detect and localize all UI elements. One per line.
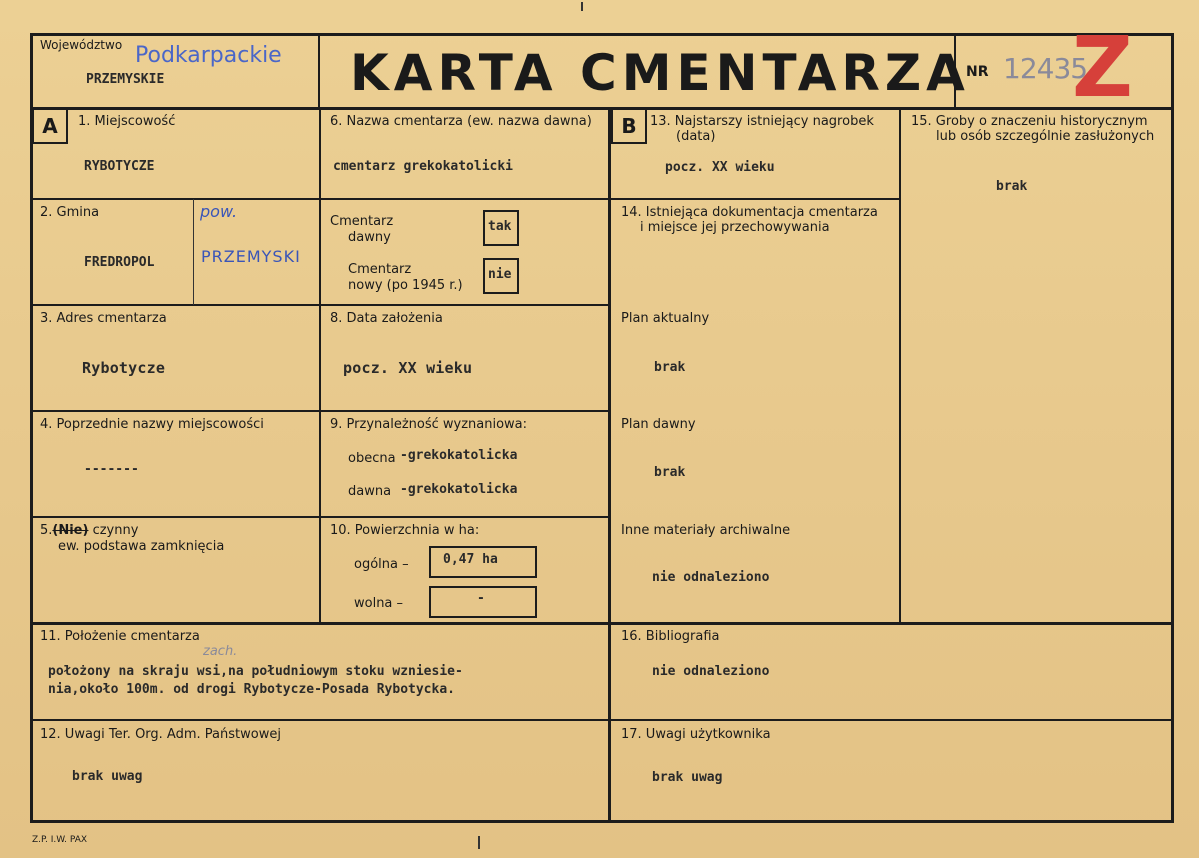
field-7-nowy-label-2: nowy (po 1945 r.) bbox=[348, 278, 463, 293]
nr-value: 12435 bbox=[1003, 52, 1088, 85]
field-11-line-1: położony na skraju wsi,na południowym stoku wzniesie- bbox=[48, 664, 463, 679]
field-11-line-2: nia,około 100m. od drogi Rybotycze-Posada Rybotycka. bbox=[48, 682, 455, 697]
plan-aktualny-label: Plan aktualny bbox=[621, 311, 710, 326]
field-3-value: Rybotycze bbox=[82, 359, 166, 377]
field-15-label-2: lub osób szczególnie zasłużonych bbox=[936, 129, 1155, 144]
field-5-prefix: 5. bbox=[40, 523, 53, 538]
field-10-ogolna-value: 0,47 ha bbox=[443, 552, 498, 567]
card-title: KARTA CMENTARZA bbox=[350, 44, 970, 102]
field-7-dawny-value: tak bbox=[488, 219, 512, 234]
row-line-a2 bbox=[30, 304, 321, 306]
field-9-dawna-value: -grekokatolicka bbox=[400, 482, 518, 497]
wojewodztwo-old: PRZEMYSKIE bbox=[86, 72, 165, 87]
field-5-rest: czynny bbox=[88, 523, 139, 538]
field-4-label: 4. Poprzednie nazwy miejscowości bbox=[40, 417, 264, 432]
col-divider-2 bbox=[608, 107, 611, 823]
row-line-b2 bbox=[320, 304, 610, 306]
wojewodztwo-label: Województwo bbox=[40, 38, 123, 52]
field-9-dawna-label: dawna bbox=[348, 484, 392, 499]
field-2-value: FREDROPOL bbox=[84, 255, 155, 270]
field-6-value: cmentarz grekokatolicki bbox=[333, 159, 514, 174]
field-3-label: 3. Adres cmentarza bbox=[40, 311, 167, 326]
field-14-label-1: 14. Istniejąca dokumentacja cmentarza bbox=[621, 205, 878, 220]
field-16-label: 16. Bibliografia bbox=[621, 629, 720, 644]
section-letter-a: A bbox=[32, 110, 68, 144]
row-line-b3 bbox=[320, 410, 610, 412]
field-10-ogolna-label: ogólna – bbox=[354, 557, 409, 572]
inne-materialy-label: Inne materiały archiwalne bbox=[621, 523, 791, 538]
row-line-lower-2 bbox=[30, 719, 1174, 721]
field-12-label: 12. Uwagi Ter. Org. Adm. Państwowej bbox=[40, 727, 281, 742]
field-10-label: 10. Powierzchnia w ha: bbox=[330, 523, 480, 538]
field-9-label: 9. Przynależność wyznaniowa: bbox=[330, 417, 528, 432]
row-line-b1 bbox=[320, 198, 610, 200]
field-6-label: 6. Nazwa cmentarza (ew. nazwa dawna) bbox=[330, 114, 592, 129]
field-10-wolna-label: wolna – bbox=[354, 596, 404, 611]
field-9-obecna-label: obecna bbox=[348, 451, 396, 466]
ink-mark-bottom bbox=[478, 836, 480, 849]
field-7-dawny-label-2: dawny bbox=[348, 230, 391, 245]
field-17-label: 17. Uwagi użytkownika bbox=[621, 727, 771, 742]
frame-bottom bbox=[30, 820, 1174, 823]
field-14-label-2: i miejsce jej przechowywania bbox=[640, 220, 830, 235]
field-15-label-1: 15. Groby o znaczeniu historycznym bbox=[911, 114, 1148, 129]
field-17-value: brak uwag bbox=[652, 770, 723, 785]
field-5-label2: ew. podstawa zamknięcia bbox=[58, 539, 225, 554]
field-13-label-1: 13. Najstarszy istniejący nagrobek bbox=[650, 114, 874, 129]
field-10-wolna-value: - bbox=[477, 591, 485, 606]
field-8-label: 8. Data założenia bbox=[330, 311, 443, 326]
gmina-pow-divider bbox=[193, 199, 194, 305]
header-divider-1 bbox=[318, 33, 320, 110]
frame-right bbox=[1171, 33, 1174, 823]
frame-top bbox=[30, 33, 1174, 36]
row-line-lower-1 bbox=[30, 622, 1174, 625]
plan-dawny-value: brak bbox=[654, 465, 686, 480]
field-5-label bbox=[40, 523, 138, 538]
frame-left bbox=[30, 33, 33, 823]
inne-materialy-value: nie odnaleziono bbox=[652, 570, 770, 585]
row-line-a3 bbox=[30, 410, 321, 412]
col-divider-1 bbox=[319, 107, 321, 624]
row-line-c1 bbox=[610, 198, 900, 200]
field-15-value: brak bbox=[996, 179, 1028, 194]
col-divider-3 bbox=[899, 107, 901, 624]
header-rule bbox=[30, 107, 1174, 110]
field-5-struck: (Nie) bbox=[52, 523, 89, 538]
field-2-label: 2. Gmina bbox=[40, 205, 100, 220]
field-7-nowy-label-1: Cmentarz bbox=[348, 262, 412, 277]
field-4-value: ------- bbox=[84, 462, 139, 477]
field-2-pow-value: PRZEMYSKI bbox=[201, 247, 301, 266]
field-7-nowy-value: nie bbox=[488, 267, 512, 282]
nr-label: NR bbox=[966, 64, 989, 80]
plan-aktualny-value: brak bbox=[654, 360, 686, 375]
field-2-pow-label: pow. bbox=[200, 202, 238, 221]
field-12-value: brak uwag bbox=[72, 769, 143, 784]
section-letter-b: B bbox=[611, 110, 647, 144]
row-line-b4 bbox=[320, 516, 610, 518]
field-16-value: nie odnaleziono bbox=[652, 664, 770, 679]
field-11-annotation: zach. bbox=[203, 644, 238, 659]
field-7-dawny-label-1: Cmentarz bbox=[330, 214, 394, 229]
row-line-a4 bbox=[30, 516, 321, 518]
wojewodztwo-stamp: Podkarpackie bbox=[135, 43, 282, 68]
field-13-label-2: (data) bbox=[676, 129, 716, 144]
plan-dawny-label: Plan dawny bbox=[621, 417, 696, 432]
field-1-label: 1. Miejscowość bbox=[78, 114, 176, 129]
field-8-value: pocz. XX wieku bbox=[343, 359, 473, 377]
ink-mark-top bbox=[581, 2, 583, 11]
field-9-obecna-value: -grekokatolicka bbox=[400, 448, 518, 463]
printer-imprint: Z.P. I.W. PAX bbox=[32, 835, 88, 845]
row-line-a1 bbox=[30, 198, 321, 200]
category-mark: Z bbox=[1072, 18, 1133, 116]
field-13-value: pocz. XX wieku bbox=[665, 160, 775, 175]
field-11-label: 11. Położenie cmentarza bbox=[40, 629, 200, 644]
field-1-value: RYBOTYCZE bbox=[84, 159, 155, 174]
